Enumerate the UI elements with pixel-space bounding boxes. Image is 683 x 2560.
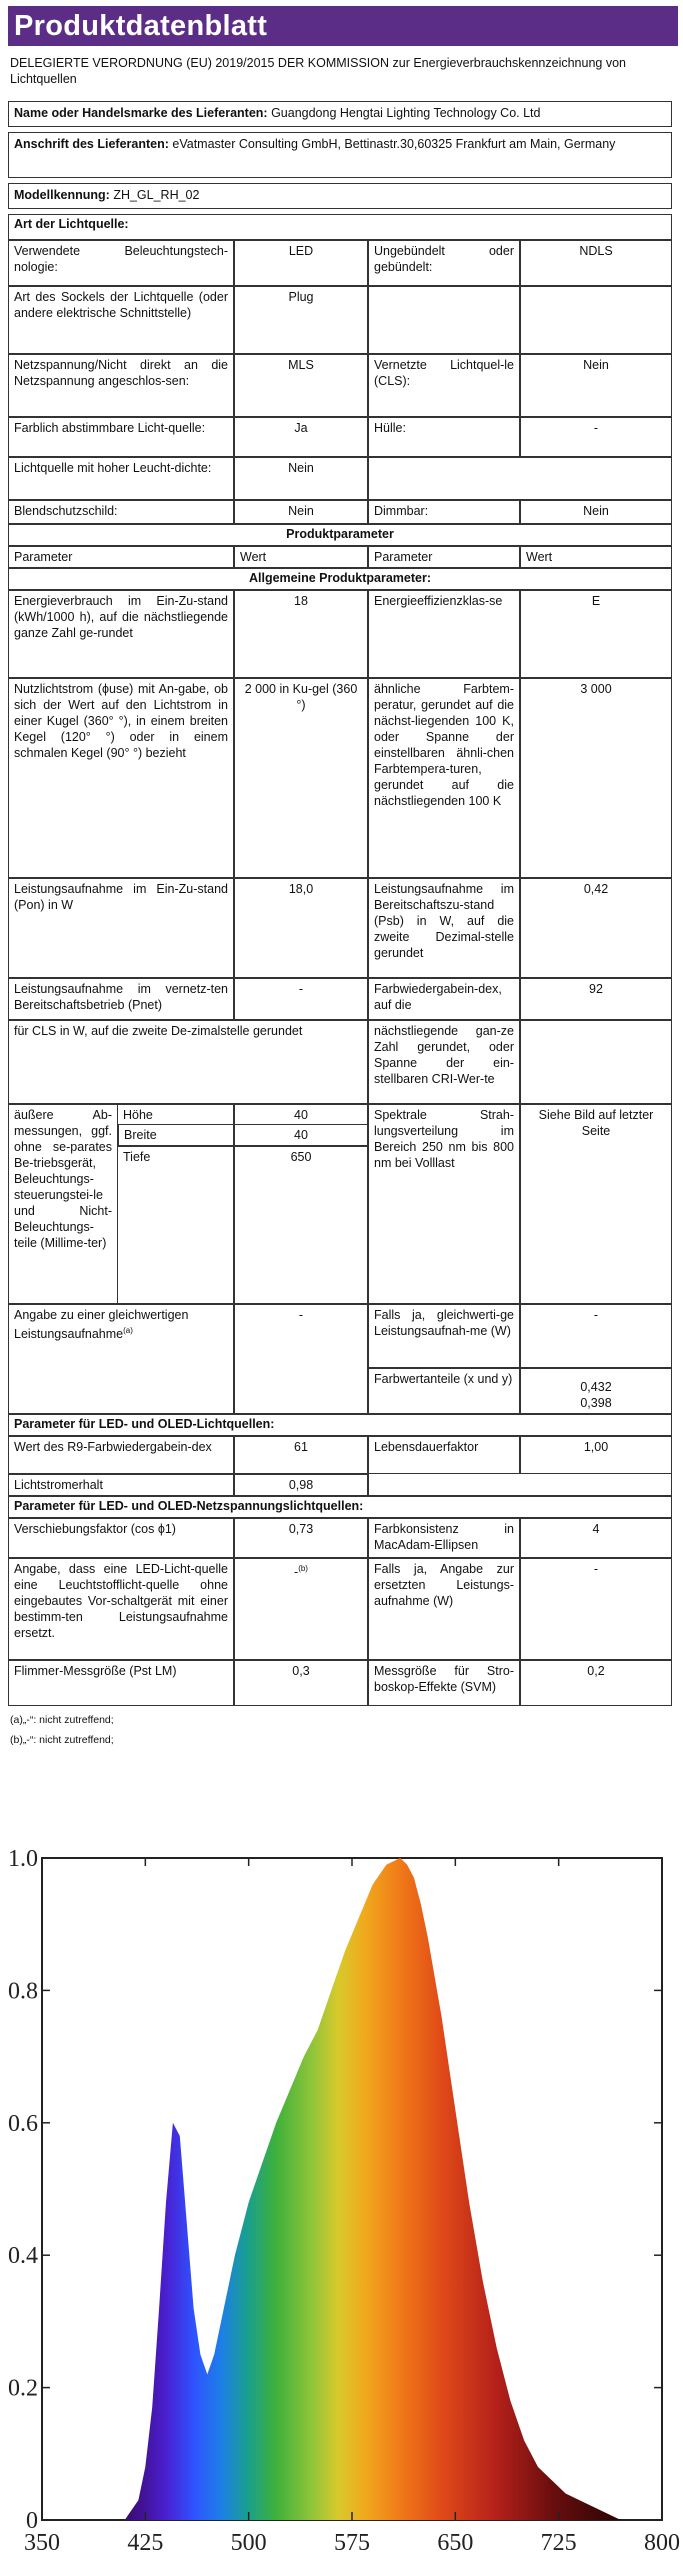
section-type-heading: Art der Lichtquelle: — [8, 214, 672, 240]
net-label: Angabe, dass eine LED-Licht-quelle eine Leuchtstofflicht-quelle ohne eingebautes Vor-schaltgerät mit einer bestimm-ten Leistungsaufnahme ersetzt. — [8, 1558, 234, 1660]
spectrum-value: Siehe Bild auf letzter Seite — [520, 1104, 672, 1304]
model-value: ZH_GL_RH_02 — [113, 188, 200, 202]
dims-height-label: Höhe — [118, 1104, 234, 1124]
type-value: Nein — [520, 500, 672, 524]
led-value: 0,98 — [234, 1474, 368, 1496]
y-tick-label: 0.4 — [8, 2243, 38, 2270]
dims-height-value: 40 — [234, 1104, 368, 1124]
x-tick-label: 650 — [437, 2530, 474, 2556]
param-label: ähnliche Farbtem-peratur, gerundet auf die nächst-liegenden 100 K, oder Spanne der einstellbaren ähnli-chen Farbtempera-turen, gerundet auf die nächstliegenden 100 K — [368, 678, 520, 878]
section-params-heading: Produktparameter — [8, 524, 672, 546]
supplier-row — [8, 101, 672, 127]
header-parameter: Parameter — [8, 546, 234, 568]
y-tick-label: 0.2 — [8, 2375, 38, 2402]
spectrum-chart — [0, 1830, 683, 2560]
header-parameter: Parameter — [368, 546, 520, 568]
x-tick-label: 725 — [540, 2530, 577, 2556]
dims-width-value: 40 — [234, 1124, 368, 1146]
y-tick-label: 0.8 — [8, 1978, 38, 2005]
equiv-power-value: - — [520, 1304, 672, 1368]
param-label: Farbwiedergabein-dex, auf die — [368, 978, 520, 1020]
net-value: 0,3 — [234, 1660, 368, 1706]
x-tick-label: 575 — [334, 2530, 370, 2556]
param-empty — [520, 1020, 672, 1104]
type-value: NDLS — [520, 240, 672, 286]
param-label: Leistungsaufnahme im Ein-Zu-stand (Pon) in W — [8, 878, 234, 978]
net-label: Verschiebungsfaktor (cos ϕ1) — [8, 1518, 234, 1558]
header-value: Wert — [520, 546, 672, 568]
equiv-power-label: Falls ja, gleichwerti-ge Leistungsaufnah-me (W) — [368, 1304, 520, 1368]
net-value: 4 — [520, 1518, 672, 1558]
footnote-a: (a)„-“: nicht zutreffend; — [10, 1714, 114, 1726]
type-value: MLS — [234, 354, 368, 417]
address-value: eVatmaster Consulting GmbH, Bettinastr.30,60325 Frankfurt am Main, Germany — [172, 137, 616, 151]
equiv-label: Angabe zu einer gleichwertigen Leistungsaufnahme$^{(a)}$ — [8, 1304, 234, 1414]
param-value: - — [234, 978, 368, 1020]
net-label: Farbkonsistenz in MacAdam-Ellipsen — [368, 1518, 520, 1558]
type-value: LED — [234, 240, 368, 286]
chromaticity-label: Farbwertanteile (x und y) — [368, 1368, 520, 1414]
intro-text: DELEGIERTE VERORDNUNG (EU) 2019/2015 DER KOMMISSION zur Energieverbrauchskennzeichnung von Lichtquellen — [10, 56, 626, 86]
type-label: Lichtquelle mit hoher Leucht-dichte: — [8, 457, 234, 500]
type-label: Vernetzte Lichtquel-le (CLS): — [368, 354, 520, 417]
led-label: Lebensdauerfaktor — [368, 1436, 520, 1474]
param-label: Nutzlichtstrom (ϕuse) mit An-gabe, ob sich der Wert auf den Lichtstrom in einer Kugel (360° °), in einem breiten Kegel (120° °) oder in einem schmalen Kegel (90° °) bezieht — [8, 678, 234, 878]
param-value: 3 000 — [520, 678, 672, 878]
type-label: Blendschutzschild: — [8, 500, 234, 524]
param-value: 92 — [520, 978, 672, 1020]
param-label: Leistungsaufnahme im Bereitschaftszu-stand (Psb) in W, auf die zweite Dezimal-stelle gerundet — [368, 878, 520, 978]
param-value: E — [520, 590, 672, 678]
type-label: Farblich abstimmbare Licht-quelle: — [8, 417, 234, 457]
net-label: Flimmer-Messgröße (Pst LM) — [8, 1660, 234, 1706]
y-tick-label: 1.0 — [8, 1846, 38, 1872]
y-tick-label: 0.6 — [8, 2110, 38, 2137]
supplier-label: Name oder Handelsmarke des Lieferanten: — [14, 106, 268, 120]
net-label: Falls ja, Angabe zur ersetzten Leistungs-aufnahme (W) — [368, 1558, 520, 1660]
x-tick-label: 425 — [127, 2530, 164, 2556]
supplier-value: Guangdong Hengtai Lighting Technology Co. Ltd — [271, 106, 541, 120]
dims-depth-value: 650 — [234, 1146, 368, 1304]
x-tick-label: 350 — [24, 2530, 60, 2556]
param-label: für CLS in W, auf die zweite De-zimalstelle gerundet — [8, 1020, 368, 1104]
param-value: 18 — [234, 590, 368, 678]
y-tick-label: 0 — [26, 2508, 38, 2534]
type-label: Verwendete Beleuchtungstech-nologie: — [8, 240, 234, 286]
type-value: Ja — [234, 417, 368, 457]
led-value: 1,00 — [520, 1436, 672, 1474]
type-value: Nein — [234, 500, 368, 524]
dims-label: äußere Ab-messungen, ggf. ohne se-parates Be-triebsgerät, Beleuchtungs-steuerungstei-le und Nicht-Beleuchtungs-teile (Millime-ter) — [8, 1104, 118, 1304]
type-value: - — [520, 417, 672, 457]
type-label: Art des Sockels der Lichtquelle (oder andere elektrische Schnittstelle) — [8, 286, 234, 354]
param-value: 0,42 — [520, 878, 672, 978]
type-empty — [368, 286, 520, 354]
param-value: 18,0 — [234, 878, 368, 978]
net-value: 0,2 — [520, 1660, 672, 1706]
type-empty — [368, 457, 672, 500]
param-label: Energieverbrauch im Ein-Zu-stand (kWh/1000 h), auf die nächstliegende ganze Zahl ge-rundet — [8, 590, 234, 678]
param-label: Leistungsaufnahme im vernetz-ten Bereitschaftsbetrieb (Pnet) — [8, 978, 234, 1020]
led-empty — [368, 1474, 672, 1496]
type-label: Ungebündelt oder gebündelt: — [368, 240, 520, 286]
section-net-heading: Parameter für LED- und OLED-Netzspannungslichtquellen: — [8, 1496, 672, 1518]
footnote-b: (b)„-“: nicht zutreffend; — [10, 1734, 114, 1746]
header-value: Wert — [234, 546, 368, 568]
type-label: Netzspannung/Nicht direkt an die Netzspannung angeschlos-sen: — [8, 354, 234, 417]
page-title: Produktdatenblatt — [14, 10, 268, 42]
type-value: Nein — [234, 457, 368, 500]
led-label: Lichtstromerhalt — [8, 1474, 234, 1496]
led-label: Wert des R9-Farbwiedergabein-dex — [8, 1436, 234, 1474]
section-led-heading: Parameter für LED- und OLED-Lichtquellen: — [8, 1414, 672, 1436]
address-row — [8, 132, 672, 178]
type-value: Nein — [520, 354, 672, 417]
equiv-value: - — [234, 1304, 368, 1414]
param-label: nächstliegende gan-ze Zahl gerundet, oder Spanne der ein-stellbaren CRI-Wer-te — [368, 1020, 520, 1104]
model-row — [8, 183, 672, 209]
spectrum-area — [125, 1858, 621, 2520]
address-label: Anschrift des Lieferanten: — [14, 137, 169, 151]
dims-depth-label: Tiefe — [118, 1146, 234, 1304]
type-value: Plug — [234, 286, 368, 354]
param-value: 2 000 in Ku-gel (360 °) — [234, 678, 368, 878]
param-label: Energieeffizienzklas-se — [368, 590, 520, 678]
type-label: Dimmbar: — [368, 500, 520, 524]
section-general-heading: Allgemeine Produktparameter: — [8, 568, 672, 590]
net-value: - — [520, 1558, 672, 1660]
chromaticity-value: 0,432 0,398 — [520, 1368, 672, 1414]
x-tick-label: 800 — [644, 2530, 680, 2556]
led-value: 61 — [234, 1436, 368, 1474]
net-value: 0,73 — [234, 1518, 368, 1558]
net-value: -$^{(b)}$ — [234, 1558, 368, 1660]
model-label: Modellkennung: — [14, 188, 110, 202]
spectrum-label: Spektrale Strah-lungsverteilung im Bereich 250 nm bis 800 nm bei Volllast — [368, 1104, 520, 1304]
net-label: Messgröße für Stro-boskop-Effekte (SVM) — [368, 1660, 520, 1706]
title-bar — [8, 6, 678, 46]
dims-width-label: Breite — [118, 1124, 234, 1146]
x-tick-label: 500 — [230, 2530, 267, 2556]
type-label: Hülle: — [368, 417, 520, 457]
type-empty — [520, 286, 672, 354]
